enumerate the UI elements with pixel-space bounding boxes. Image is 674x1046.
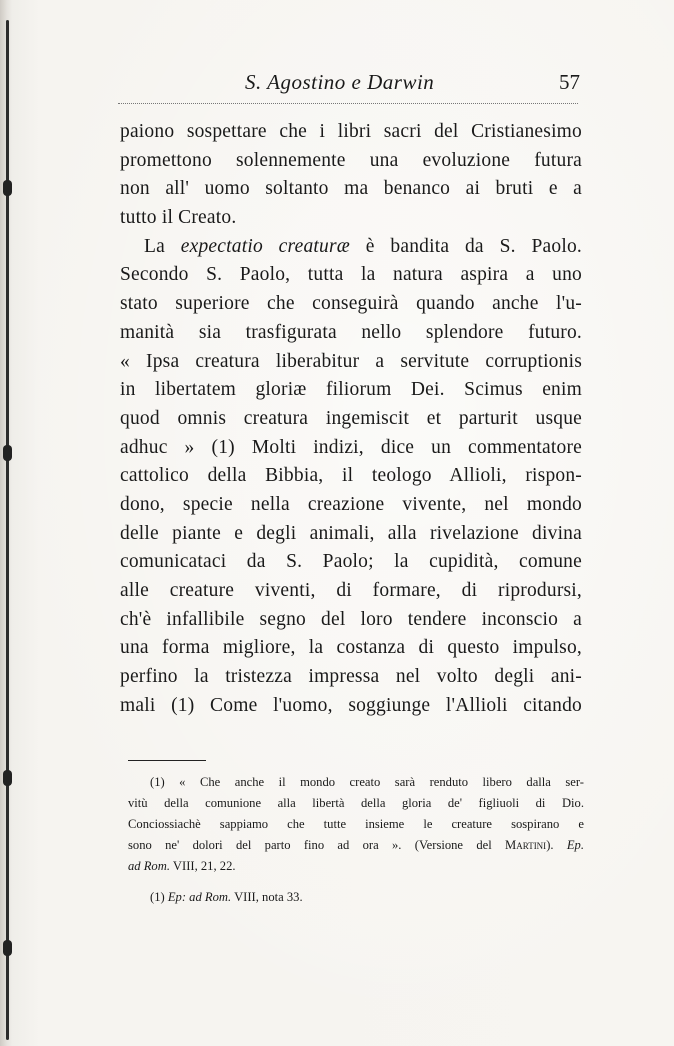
binding-knot bbox=[3, 770, 12, 786]
binding-knot bbox=[3, 445, 12, 461]
text-line: stato superiore che conseguirà quando anche l'u- bbox=[120, 293, 582, 315]
text-line: cattolico della Bibbia, il teologo Allioli, rispon- bbox=[120, 465, 582, 487]
text-line: comunicataci da S. Paolo; la cupidità, comune bbox=[120, 551, 582, 573]
running-head-title: S. Agostino e Darwin bbox=[245, 70, 435, 94]
text-line: adhuc » (1) Molti indizi, dice un commentatore bbox=[120, 436, 582, 458]
text-line: dono, specie nella creazione vivente, nel mondo bbox=[120, 493, 582, 515]
text-line: Secondo S. Paolo, tutta la natura aspira a uno bbox=[120, 264, 582, 286]
footnote-line bbox=[128, 856, 584, 877]
text-line: perfino la tristezza impressa nel volto degli ani- bbox=[120, 666, 582, 688]
text-run: VIII, 21, 22. bbox=[169, 859, 236, 873]
text-line: non all' uomo soltanto ma benanco ai bruti e a bbox=[120, 178, 582, 200]
text-line: una forma migliore, la costanza di questo impulso, bbox=[120, 637, 582, 659]
footnotes bbox=[128, 772, 584, 908]
text-line: alle creature viventi, di formare, di riprodursi, bbox=[120, 580, 582, 601]
text-line: tutto il Creato. bbox=[120, 207, 237, 229]
footnote-line bbox=[128, 835, 584, 856]
binding-knot bbox=[3, 940, 12, 956]
footnote-rule bbox=[128, 760, 206, 761]
binding-knot bbox=[3, 180, 12, 196]
text-run: ). bbox=[546, 838, 567, 852]
text-line: promettono solennemente una evoluzione futura bbox=[120, 149, 582, 171]
running-head bbox=[120, 70, 580, 100]
translator-name: Martini bbox=[505, 838, 547, 852]
citation-italic: Ep: ad Rom. bbox=[167, 890, 232, 904]
text-run: VIII, nota 33. bbox=[231, 890, 303, 904]
header-rule bbox=[118, 103, 578, 104]
text-line: manità sia trasfigurata nello splendore futuro. bbox=[120, 321, 582, 343]
page-number: 57 bbox=[559, 70, 580, 94]
footnote-line: vitù della comunione alla libertà della gloria de' figliuoli di Dio. bbox=[128, 796, 584, 810]
text-run: La bbox=[144, 235, 181, 257]
text-line: in libertatem gloriæ filiorum Dei. Scimus enim bbox=[120, 379, 582, 401]
footnote-line bbox=[128, 887, 584, 908]
italic-phrase: expectatio creaturæ bbox=[180, 235, 350, 257]
text-run: è bandita da S. Paolo. bbox=[349, 235, 582, 257]
text-line: paiono sospettare che i libri sacri del Cristianesimo bbox=[120, 121, 582, 142]
text-run: (1) bbox=[150, 890, 168, 904]
text-line: delle piante e degli animali, alla rivelazione divina bbox=[120, 522, 582, 544]
citation-italic: Ep. bbox=[566, 838, 584, 852]
binding-thread bbox=[6, 20, 9, 1040]
citation-italic: ad Rom. bbox=[128, 859, 170, 873]
text-line bbox=[120, 233, 582, 262]
footnote-line: Conciossiachè sappiamo che tutte insieme le creature sospirano e bbox=[128, 817, 584, 831]
text-run: sono ne' dolori del parto fino ad ora ». (Versione del bbox=[128, 838, 506, 852]
text-line: ch'è infallibile segno del loro tendere inconscio a bbox=[120, 608, 582, 630]
footnote-line: (1) « Che anche il mondo creato sarà renduto libero dalla ser- bbox=[150, 775, 584, 789]
text-line: quod omnis creatura ingemiscit et parturit usque bbox=[120, 407, 582, 429]
text-line: mali (1) Come l'uomo, soggiunge l'Allioli citando bbox=[120, 694, 582, 716]
text-line: « Ipsa creatura liberabitur a servitute corruptionis bbox=[120, 350, 582, 372]
body-text bbox=[120, 118, 582, 720]
